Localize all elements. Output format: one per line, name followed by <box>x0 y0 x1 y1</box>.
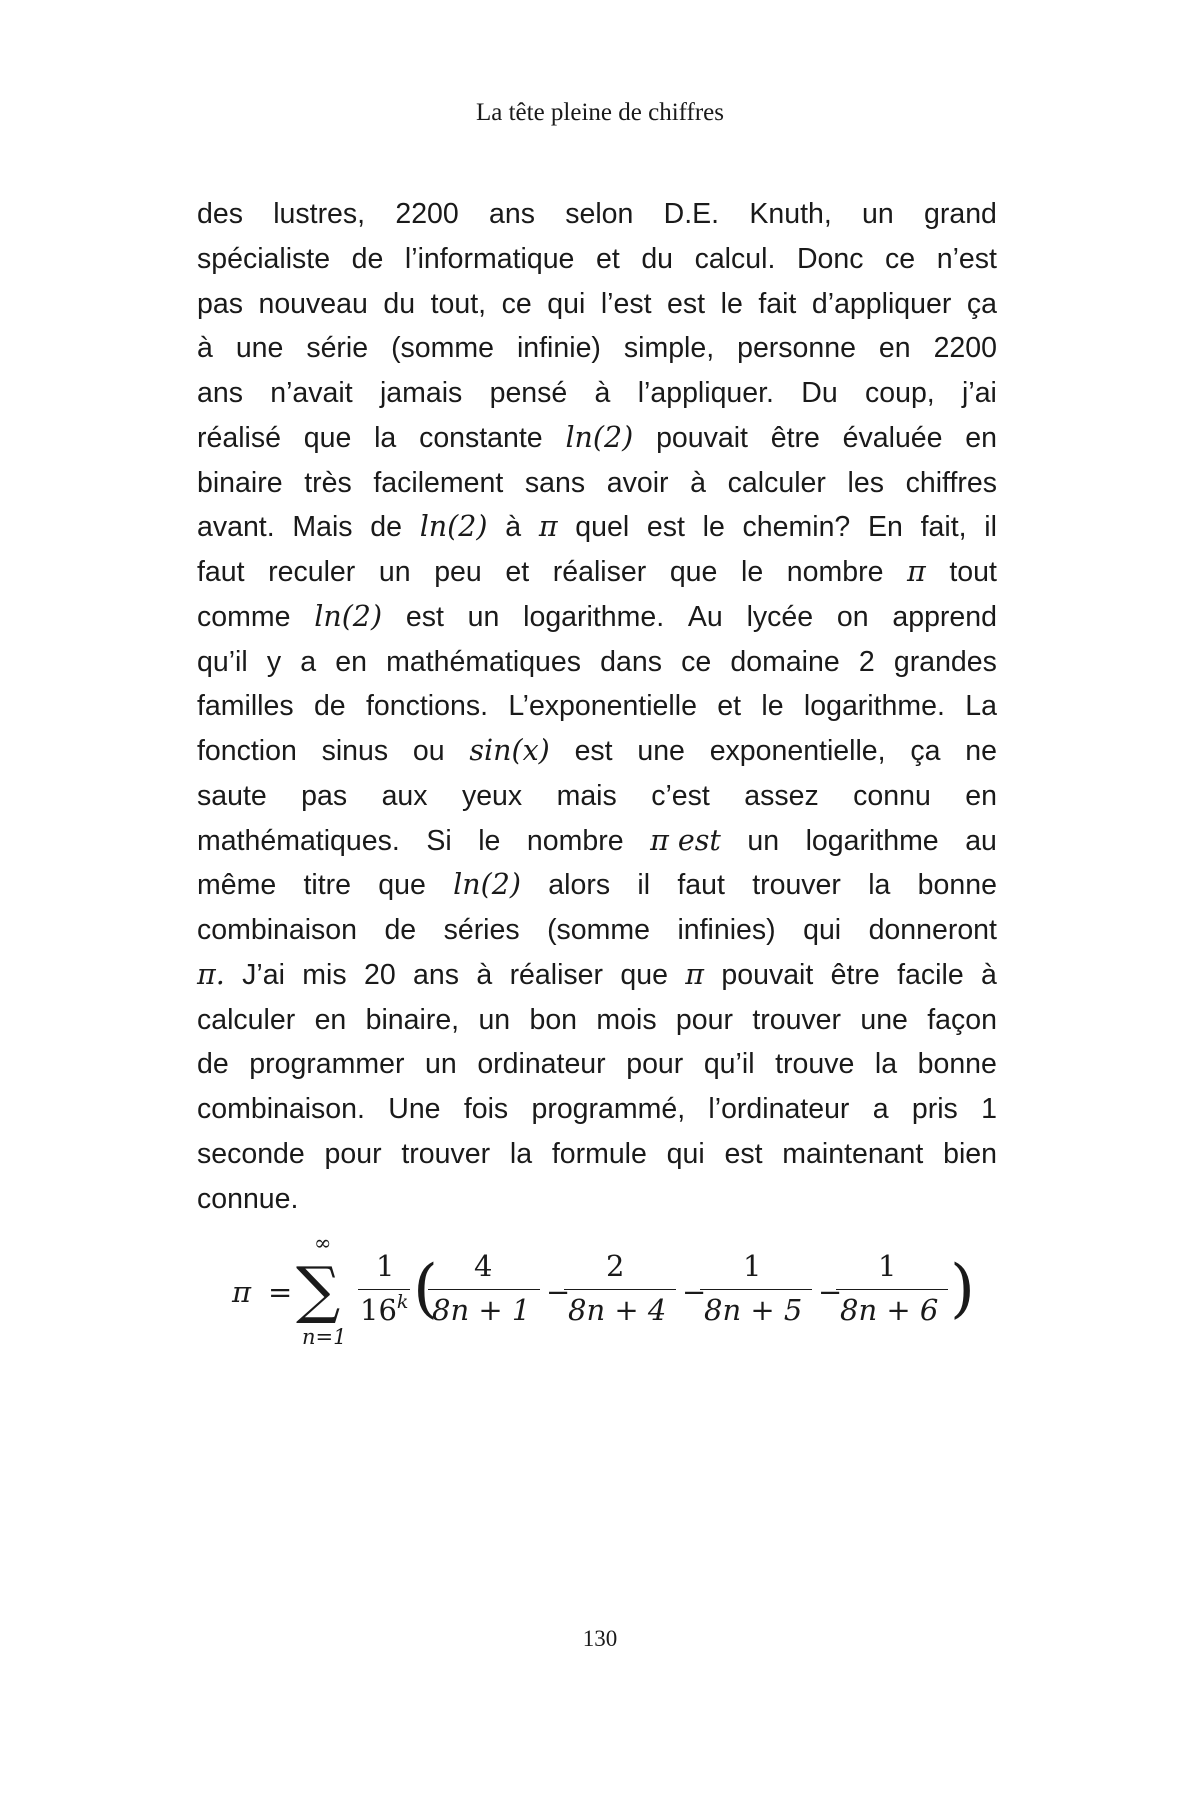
word: c’est <box>651 779 710 812</box>
word: une <box>637 735 685 767</box>
word: seconde <box>197 1137 305 1170</box>
word: l’ordinateur <box>708 1093 850 1125</box>
word: connu <box>853 779 931 812</box>
word: est <box>405 600 444 633</box>
close-parenthesis: ) <box>950 1252 975 1326</box>
word: logarithme. <box>523 600 665 633</box>
word: peu <box>434 556 482 588</box>
text-line <box>197 595 997 640</box>
word: le <box>741 556 764 588</box>
word: connue. <box>197 1182 299 1215</box>
word: n’avait <box>270 377 353 409</box>
word: qui <box>666 1137 705 1170</box>
word: infinies) <box>677 914 776 946</box>
minus-sign-2: − <box>682 1275 707 1309</box>
word: comme <box>197 600 291 633</box>
word: que <box>303 421 352 454</box>
word: pensé <box>489 377 568 409</box>
word: D.E. <box>663 198 720 230</box>
word: saute <box>197 779 267 812</box>
word: infinie) <box>516 332 601 365</box>
word: en <box>965 421 997 454</box>
word: série <box>306 332 369 365</box>
word: grandes <box>893 645 997 678</box>
word: il <box>984 511 997 544</box>
word: faut <box>197 556 245 588</box>
word: pris <box>911 1093 958 1125</box>
word: logarithme. <box>803 690 945 723</box>
word: familles <box>197 690 294 723</box>
word: Une <box>388 1093 441 1125</box>
word: trouver <box>752 1003 842 1036</box>
word: donneront <box>868 914 997 946</box>
word: combinaison. <box>197 1093 365 1125</box>
word: un <box>478 1003 511 1036</box>
word: que <box>378 869 426 902</box>
word: nombre <box>526 824 624 857</box>
text-line <box>197 908 997 953</box>
word: avant. <box>197 511 275 544</box>
word: (somme <box>547 914 650 946</box>
term-4-fraction-bar <box>836 1289 948 1290</box>
word: domaine <box>730 645 840 678</box>
word: formule <box>551 1137 647 1170</box>
word: avoir <box>606 466 669 499</box>
word: on <box>836 600 869 633</box>
word: calcul. <box>694 242 776 275</box>
word: j’ai <box>962 377 997 409</box>
word: la <box>874 1048 898 1081</box>
word: dans <box>600 645 662 678</box>
word: y <box>266 645 282 678</box>
word: d’appliquer <box>811 287 952 320</box>
word: pour <box>675 1003 733 1036</box>
word: ans <box>197 377 243 409</box>
minus-sign-1: − <box>546 1275 571 1309</box>
word: maintenant <box>782 1137 924 1170</box>
word: n’est <box>936 242 997 275</box>
word: à <box>594 377 611 409</box>
word: chiffres <box>905 466 997 499</box>
word: le <box>702 511 725 544</box>
word: fois <box>463 1093 509 1125</box>
word: ce <box>885 242 916 275</box>
word: trouver <box>752 869 841 902</box>
word: est <box>574 735 613 767</box>
word: programmé, <box>531 1093 686 1125</box>
text-line <box>197 371 997 416</box>
term-4-denominator: 8n + 6 <box>840 1293 939 1327</box>
word: des <box>197 198 243 230</box>
word: bon <box>529 1003 578 1036</box>
text-line <box>197 416 997 461</box>
term-4-numerator: 1 <box>878 1249 897 1283</box>
word: façon <box>927 1003 997 1036</box>
word: du <box>383 287 416 320</box>
word: yeux <box>461 779 523 812</box>
word: 2200 <box>395 198 459 230</box>
word: a <box>872 1093 889 1125</box>
text-line <box>197 1177 997 1222</box>
word: en <box>878 332 911 365</box>
word: bien <box>943 1137 997 1170</box>
word: pouvait <box>721 958 814 991</box>
term-1-numerator: 4 <box>474 1249 493 1283</box>
word: grand <box>924 198 997 230</box>
word: constante <box>419 421 543 454</box>
word: à <box>476 958 493 991</box>
math-inline: ln(2) <box>314 599 383 633</box>
word: facilement <box>373 466 504 499</box>
bbp-formula <box>230 1225 1030 1355</box>
math-inline: ln(2) <box>565 420 634 454</box>
word: au <box>965 824 997 857</box>
word: ans <box>489 198 535 230</box>
word: Knuth, <box>749 198 832 230</box>
word: lycée <box>746 600 814 633</box>
word: Au <box>687 600 723 633</box>
word: En <box>868 511 903 544</box>
word: l’est <box>600 287 652 320</box>
math-inline: π <box>685 957 705 991</box>
word: ce <box>681 645 712 678</box>
word: en <box>965 779 997 812</box>
word: jamais <box>379 377 463 409</box>
word: coup, <box>865 377 935 409</box>
word: est <box>646 511 685 544</box>
prefactor-fraction-bar <box>358 1289 410 1290</box>
formula-equals: = <box>268 1275 293 1309</box>
word: réaliser <box>552 556 647 588</box>
word: combinaison <box>197 914 358 946</box>
word: de <box>313 690 346 723</box>
word: personne <box>737 332 856 365</box>
word: fonctions. <box>366 690 488 723</box>
word: de <box>197 1048 229 1081</box>
word: nombre <box>786 556 884 588</box>
word: évaluée <box>842 421 943 454</box>
term-2-denominator: 8n + 4 <box>568 1293 667 1327</box>
word: Du <box>801 377 838 409</box>
word: binaire <box>197 466 283 499</box>
word: mais <box>556 779 617 812</box>
word: séries <box>443 914 520 946</box>
word: et <box>717 690 742 723</box>
word: lustres, <box>273 198 366 230</box>
text-line <box>197 461 997 506</box>
word: sans <box>524 466 586 499</box>
word: que <box>669 556 718 588</box>
term-2-numerator: 2 <box>606 1249 625 1283</box>
word: ce <box>501 287 532 320</box>
sigma-symbol: ∑ <box>296 1253 341 1326</box>
word: en <box>335 645 367 678</box>
word: qu’il <box>197 645 248 678</box>
word: ça <box>910 735 941 767</box>
word: tout, <box>430 287 487 320</box>
text-line <box>197 774 997 819</box>
word: logarithme <box>805 824 939 857</box>
word: ça <box>966 287 997 320</box>
word: binaire, <box>365 1003 460 1036</box>
word: la <box>374 421 397 454</box>
word: Donc <box>796 242 864 275</box>
word: 2 <box>858 645 875 678</box>
word: pour <box>324 1137 382 1170</box>
word: très <box>304 466 352 499</box>
word: a <box>300 645 317 678</box>
word: le <box>478 824 501 857</box>
body-paragraph <box>197 192 997 1221</box>
word: ans <box>413 958 459 991</box>
text-line <box>197 729 997 774</box>
word: une <box>860 1003 908 1036</box>
word: J’ai <box>242 958 285 991</box>
term-3-fraction-bar <box>700 1289 812 1290</box>
word: calculer <box>197 1003 296 1036</box>
word: titre <box>303 869 351 902</box>
text-line <box>197 1087 997 1132</box>
word: faut <box>677 869 725 902</box>
word: bonne <box>917 869 997 902</box>
word: de <box>351 242 384 275</box>
word: qu’il <box>703 1048 755 1081</box>
math-inline: π est <box>650 823 721 857</box>
word: reculer <box>268 556 356 588</box>
minus-sign-3: − <box>818 1275 843 1309</box>
word: que <box>620 958 668 991</box>
word: il <box>637 869 651 902</box>
word: réaliser <box>509 958 604 991</box>
word: nouveau <box>258 287 368 320</box>
word: 20 <box>363 958 396 991</box>
word: qui <box>547 287 586 320</box>
text-line <box>197 684 997 729</box>
word: sinus <box>321 735 389 767</box>
term-3-numerator: 1 <box>743 1249 762 1283</box>
word: pas <box>197 287 243 320</box>
word: un <box>467 600 500 633</box>
word: trouver <box>401 1137 491 1170</box>
word: trouve <box>775 1048 855 1081</box>
text-line <box>197 1042 997 1087</box>
word: apprend <box>892 600 997 633</box>
math-inline: ln(2) <box>453 868 521 902</box>
page-number: 130 <box>582 1626 618 1651</box>
math-inline: π. <box>197 957 225 991</box>
word: aux <box>381 779 428 812</box>
word: L’exponentielle <box>508 690 697 723</box>
word: du <box>641 242 674 275</box>
lower-limit: n=1 <box>302 1325 347 1349</box>
word: tout <box>949 556 997 588</box>
word: selon <box>565 198 634 230</box>
word: le <box>720 287 743 320</box>
word: l’informatique <box>404 242 575 275</box>
word: calculer <box>727 466 826 499</box>
word: spécialiste <box>197 242 331 275</box>
math-inline: π <box>907 555 926 588</box>
word: qui <box>803 914 842 946</box>
word: chemin? <box>742 511 851 544</box>
word: mathématiques <box>386 645 581 678</box>
word: à <box>505 511 522 544</box>
text-line <box>197 998 997 1043</box>
word: pouvait <box>656 421 748 454</box>
word: un <box>747 824 780 857</box>
text-line <box>197 1132 997 1177</box>
prefactor-denominator: 16$^k$ <box>360 1291 409 1327</box>
text-line <box>197 819 997 864</box>
word: la <box>868 869 891 902</box>
text-line <box>197 282 997 327</box>
word: le <box>761 690 784 723</box>
word: quel <box>575 511 630 544</box>
word: mathématiques. <box>197 824 400 857</box>
word: fait, <box>920 511 967 544</box>
word: à <box>981 958 997 991</box>
text-line <box>197 863 997 908</box>
text-line <box>197 326 997 371</box>
text-line <box>197 550 997 595</box>
word: facile <box>897 958 964 991</box>
word: ne <box>965 735 997 767</box>
word: (somme <box>391 332 494 365</box>
text-line <box>197 192 997 237</box>
word: et <box>505 556 530 588</box>
running-title: La tête pleine de chiffres <box>475 99 725 126</box>
word: de <box>370 511 402 544</box>
word: en <box>314 1003 347 1036</box>
word: ordinateur <box>477 1048 606 1081</box>
word: est <box>724 1137 763 1170</box>
term-1-denominator: 8n + 1 <box>432 1293 531 1327</box>
word: 2200 <box>933 332 997 365</box>
word: être <box>830 958 880 991</box>
word: être <box>770 421 820 454</box>
word: mois <box>596 1003 657 1036</box>
word: Mais <box>292 511 353 544</box>
word: 1 <box>981 1093 997 1125</box>
word: la <box>509 1137 533 1170</box>
word: bonne <box>917 1048 997 1081</box>
word: ou <box>412 735 445 767</box>
word: exponentielle, <box>709 735 886 767</box>
word: alors <box>548 869 611 902</box>
term-1-fraction-bar <box>428 1289 540 1290</box>
word: pas <box>301 779 348 812</box>
word: l’appliquer. <box>637 377 774 409</box>
math-inline: ln(2) <box>419 510 488 544</box>
word: Si <box>426 824 452 857</box>
word: de <box>384 914 417 946</box>
word: est <box>667 287 706 320</box>
prefactor-numerator: 1 <box>376 1249 395 1283</box>
word: un <box>862 198 894 230</box>
word: La <box>965 690 997 723</box>
text-line <box>197 640 997 685</box>
word: un <box>425 1048 457 1081</box>
word: mis <box>302 958 347 991</box>
text-line <box>197 953 997 998</box>
math-inline: sin(x) <box>469 734 550 767</box>
upper-limit: ∞ <box>314 1231 332 1255</box>
word: une <box>235 332 284 365</box>
word: programmer <box>249 1048 405 1081</box>
open-parenthesis: ( <box>413 1252 438 1326</box>
text-line <box>197 237 997 282</box>
word: réalisé <box>197 421 281 454</box>
word: les <box>847 466 884 499</box>
word: à <box>690 466 707 499</box>
word: fonction <box>197 735 297 767</box>
math-inline: π <box>538 510 558 544</box>
text-line <box>197 505 997 550</box>
word: pour <box>626 1048 684 1081</box>
word: assez <box>744 779 819 812</box>
word: un <box>378 556 411 588</box>
word: et <box>595 242 620 275</box>
formula-lhs: π <box>232 1275 252 1309</box>
term-3-denominator: 8n + 5 <box>704 1293 803 1327</box>
word: fait <box>758 287 797 320</box>
word: même <box>197 869 277 902</box>
word: à <box>197 332 213 365</box>
term-2-fraction-bar <box>564 1289 676 1290</box>
word: simple, <box>623 332 715 365</box>
